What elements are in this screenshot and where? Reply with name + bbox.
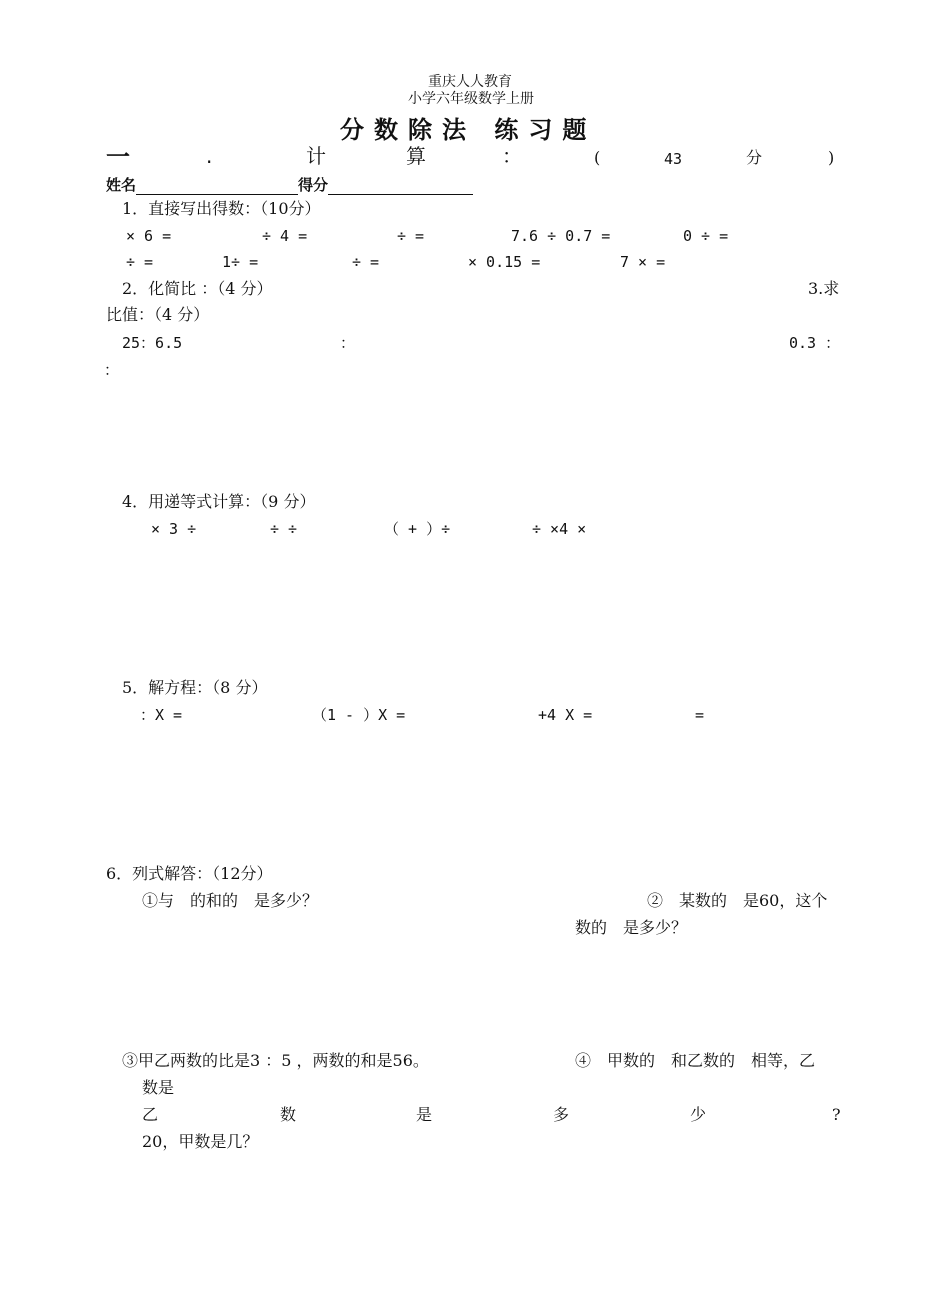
q3-heading-wrap: 比值：（4 分） (106, 305, 210, 324)
q1-heading: 1．直接写出得数：（10分） (122, 199, 321, 218)
q4-item1: × 3 ÷ (151, 520, 197, 538)
q5-item2: （1 - ）X = (312, 706, 406, 724)
q3-item1: 0.3 ： (789, 334, 841, 352)
page-title: 分数除法 练习题 (340, 116, 597, 144)
name-field[interactable] (136, 178, 298, 195)
q3-heading: 3.求 (808, 279, 840, 298)
section1-colon: ： (502, 144, 522, 168)
q1-r2-c4: × 0.15 = (468, 253, 541, 271)
section1-paren-open: ( (594, 148, 601, 167)
q4-item3: （ + ）÷ (384, 520, 451, 538)
q1-r1-c4: 7.6 ÷ 0.7 = (511, 227, 611, 245)
q5-item4: = (695, 706, 705, 724)
q6-part2-line2: 数的 是多少？ (575, 918, 688, 937)
section1-points: 43 (664, 150, 683, 168)
q1-r1-c1: × 6 = (126, 227, 172, 245)
q4-item4: ÷ ×4 × (532, 520, 587, 538)
q1-r1-c2: ÷ 4 = (262, 227, 308, 245)
section1-char-suan: 算 (406, 144, 426, 168)
q2-item2: ： (340, 334, 356, 352)
q6-line3-c2: 数 (280, 1105, 297, 1124)
q1-r2-c5: 7 × = (620, 253, 666, 271)
q5-item1: ：X = (140, 706, 183, 724)
section1-number: 一 (106, 143, 130, 171)
course-name: 小学六年级数学上册 (408, 91, 534, 107)
q6-part3-line4: 20，甲数是几？ (142, 1132, 259, 1151)
score-field[interactable] (328, 178, 473, 195)
q2-heading: 2．化简比 ：（4 分） (122, 279, 273, 298)
q1-r1-c5: 0 ÷ = (683, 227, 729, 245)
name-label: 姓名 (106, 176, 137, 194)
q6-heading: 6．列式解答：（12分） (106, 864, 273, 883)
q1-r2-c2: 1÷ = (222, 253, 259, 271)
section1-char-ji: 计 (306, 144, 326, 168)
q6-part1: ①与 的和的 是多少？ (142, 891, 319, 910)
name-row (106, 175, 473, 195)
q1-r1-c3: ÷ = (397, 227, 425, 245)
q2-item1: 25：6.5 (122, 334, 183, 352)
q2-colon-wrap: ： (104, 361, 120, 379)
q6-part4-line1: ④ 甲数的 和乙数的 相等，乙 (575, 1051, 816, 1070)
q1-r2-c3: ÷ = (352, 253, 380, 271)
q5-item3: +4 X = (538, 706, 593, 724)
q6-line3-c5: 少 (690, 1105, 707, 1124)
q6-line3-c4: 多 (553, 1105, 570, 1124)
q1-r2-c1: ÷ = (126, 253, 154, 271)
score-label: 得分 (298, 176, 329, 194)
q6-line3-c3: 是 (416, 1105, 433, 1124)
section1-dot: . (206, 144, 213, 168)
q5-heading: 5．解方程：（8 分） (122, 678, 268, 697)
q6-part3-line2: 数是 (142, 1078, 175, 1097)
section1-fen: 分 (746, 148, 763, 167)
org-name: 重庆人人教育 (428, 74, 512, 90)
section1-paren-close: ) (828, 148, 835, 167)
q4-heading: 4．用递等式计算：（9 分） (122, 492, 316, 511)
q6-part2-line1: ② 某数的 是60，这个 (647, 891, 828, 910)
q4-item2: ÷ ÷ (270, 520, 298, 538)
q6-part3-line1: ③甲乙两数的比是3 ：5 ，两数的和是56。 (122, 1051, 429, 1070)
q6-line3-c1: 乙 (142, 1105, 159, 1124)
q6-line3-c6: ? (832, 1105, 841, 1124)
